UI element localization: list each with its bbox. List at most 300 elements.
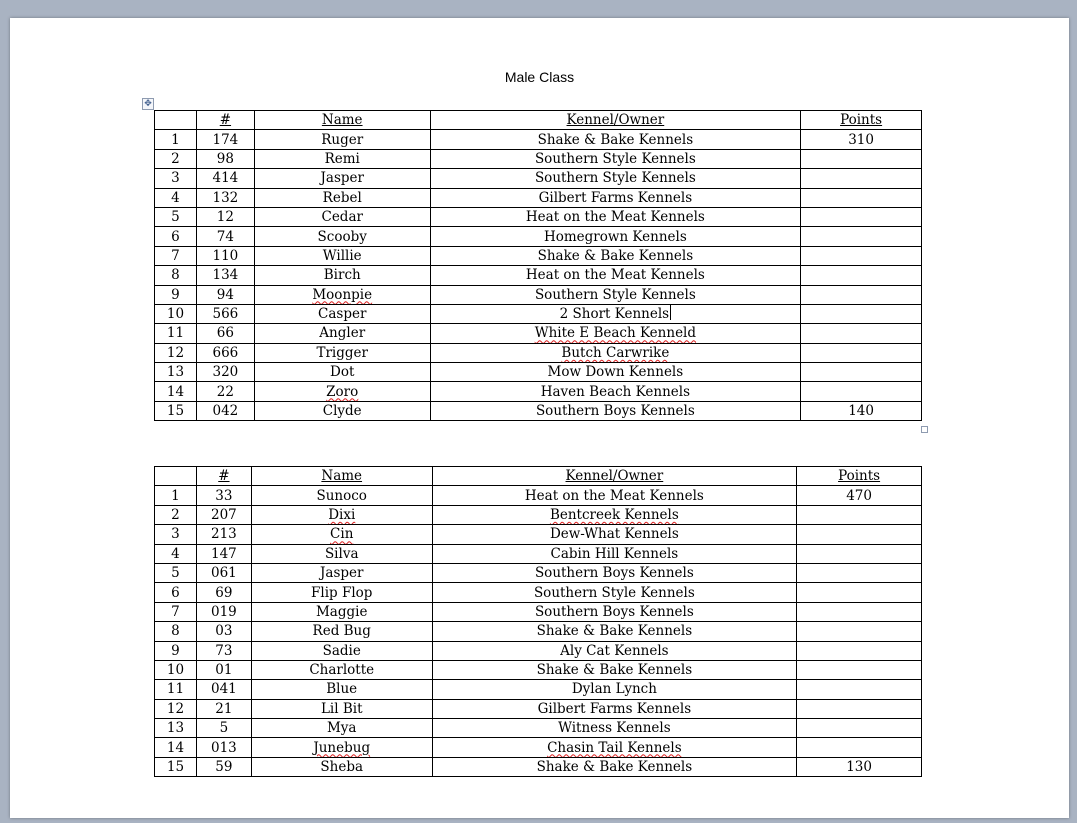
kennel-owner-cell-text: Haven Beach Kennels <box>540 383 690 400</box>
kennel-owner-cell[interactable] <box>432 544 797 563</box>
kennel-owner-cell[interactable] <box>430 324 801 343</box>
number-cell-text: 207 <box>211 506 237 523</box>
number-cell-text: 019 <box>211 603 237 620</box>
kennel-owner-cell-text: Aly Cat Kennels <box>560 642 669 659</box>
points-cell[interactable] <box>801 246 922 265</box>
name-cell-text: Birch <box>323 267 361 284</box>
name-cell-text: Jasper <box>319 565 364 582</box>
number-header[interactable] <box>196 467 251 486</box>
kennel-owner-cell[interactable] <box>432 563 797 582</box>
points-cell[interactable] <box>801 304 922 323</box>
number-cell-text: 73 <box>215 642 233 659</box>
place-cell[interactable] <box>155 660 197 679</box>
place-cell[interactable] <box>155 583 197 602</box>
table-row <box>155 486 922 505</box>
table-row <box>155 622 922 641</box>
number-cell-text: 013 <box>211 739 237 756</box>
points-cell[interactable] <box>797 699 922 718</box>
number-cell-text: 94 <box>216 286 234 303</box>
kennel-owner-cell-text: Mow Down Kennels <box>547 364 684 381</box>
number-cell[interactable] <box>196 680 251 699</box>
kennel-owner-cell-text: Gilbert Farms Kennels <box>538 189 693 206</box>
kennel-owner-cell-text: Shake & Bake Kennels <box>537 131 694 148</box>
kennel-owner-cell[interactable] <box>432 719 797 738</box>
name-cell[interactable] <box>254 207 430 226</box>
points-cell[interactable] <box>797 602 922 621</box>
number-cell-text: 33 <box>215 487 233 504</box>
kennel-owner-cell-text: Southern Boys Kennels <box>535 403 695 420</box>
table-row <box>155 207 922 226</box>
table-row <box>155 699 922 718</box>
number-cell[interactable] <box>196 719 251 738</box>
place-cell[interactable] <box>155 622 197 641</box>
place-cell[interactable] <box>155 304 197 323</box>
table-row <box>155 738 922 757</box>
kennel-owner-cell[interactable] <box>432 738 797 757</box>
place-cell[interactable] <box>155 343 197 362</box>
place-cell[interactable] <box>155 382 197 401</box>
kennel-owner-cell[interactable] <box>430 227 801 246</box>
name-cell-text: Sadie <box>322 642 361 659</box>
number-cell[interactable] <box>196 699 251 718</box>
kennel-owner-cell-text: Butch Carwrike <box>561 344 670 361</box>
points-cell[interactable] <box>797 544 922 563</box>
points-cell[interactable] <box>797 719 922 738</box>
place-cell-text: 7 <box>171 603 180 620</box>
kennel-owner-cell-text: Southern Style Kennels <box>534 150 696 167</box>
kennel-owner-cell[interactable] <box>430 304 801 323</box>
place-cell-text: 14 <box>166 739 185 756</box>
number-cell-text: 666 <box>212 344 239 361</box>
place-cell[interactable] <box>155 266 197 285</box>
number-cell[interactable] <box>196 525 251 544</box>
number-cell-text: 042 <box>212 403 239 420</box>
kennel-owner-cell[interactable] <box>430 246 801 265</box>
kennel-owner-cell[interactable] <box>432 583 797 602</box>
number-cell[interactable] <box>196 738 251 757</box>
place-header[interactable] <box>155 467 197 486</box>
place-cell-text: 9 <box>171 642 180 659</box>
kennel-owner-cell[interactable] <box>430 207 801 226</box>
number-cell-text: 174 <box>212 131 239 148</box>
place-cell-text: 10 <box>166 662 185 679</box>
points-cell-text: 470 <box>846 487 872 504</box>
number-cell[interactable] <box>196 622 251 641</box>
place-cell-text: 1 <box>171 131 180 148</box>
number-cell-text: 320 <box>212 364 239 381</box>
number-cell-text: 213 <box>211 526 237 543</box>
place-header[interactable] <box>155 111 197 130</box>
place-cell[interactable] <box>155 246 197 265</box>
place-cell-text: 13 <box>166 364 185 381</box>
table-row <box>155 149 922 168</box>
name-cell[interactable] <box>251 602 432 621</box>
name-cell[interactable] <box>254 149 430 168</box>
points-cell[interactable] <box>801 130 922 149</box>
points-cell[interactable] <box>801 401 922 420</box>
table-row <box>155 304 922 323</box>
name-header[interactable] <box>251 467 432 486</box>
name-cell-text: Sunoco <box>316 487 367 504</box>
place-cell[interactable] <box>155 563 197 582</box>
points-cell[interactable] <box>801 285 922 304</box>
place-cell[interactable] <box>155 130 197 149</box>
points-cell[interactable] <box>797 641 922 660</box>
table-row <box>155 602 922 621</box>
number-cell-text: 414 <box>212 170 239 187</box>
kennel-owner-cell-text: Southern Boys Kennels <box>534 603 694 620</box>
number-cell[interactable] <box>196 188 254 207</box>
number-cell[interactable] <box>196 227 254 246</box>
place-cell-text: 9 <box>171 286 180 303</box>
name-header[interactable] <box>254 111 430 130</box>
kennel-owner-cell[interactable] <box>432 680 797 699</box>
place-cell-text: 11 <box>166 681 185 698</box>
place-cell[interactable] <box>155 699 197 718</box>
place-cell-text: 7 <box>171 247 180 264</box>
place-cell[interactable] <box>155 149 197 168</box>
table-row <box>155 227 922 246</box>
place-cell[interactable] <box>155 505 197 524</box>
number-cell[interactable] <box>196 324 254 343</box>
resize-handle-icon[interactable] <box>921 426 928 433</box>
text-cursor <box>670 305 671 320</box>
page-title: Male Class <box>504 69 575 85</box>
place-cell[interactable] <box>155 486 197 505</box>
place-cell[interactable] <box>155 285 197 304</box>
kennel-owner-cell[interactable] <box>432 505 797 524</box>
kennel-owner-header-label: Kennel/Owner <box>565 468 664 485</box>
place-cell-text: 12 <box>166 700 185 717</box>
place-cell[interactable] <box>155 401 197 420</box>
name-cell[interactable] <box>254 227 430 246</box>
number-cell[interactable] <box>196 641 251 660</box>
kennel-owner-cell[interactable] <box>430 382 801 401</box>
number-cell-text: 041 <box>211 681 237 698</box>
table-row <box>155 583 922 602</box>
number-cell-text: 66 <box>216 325 234 342</box>
name-cell[interactable] <box>254 188 430 207</box>
kennel-owner-cell-text: Shake & Bake Kennels <box>536 623 693 640</box>
name-cell-text: Dixi <box>328 506 356 523</box>
points-cell[interactable] <box>797 660 922 679</box>
kennel-owner-cell-text: Shake & Bake Kennels <box>536 759 693 776</box>
number-cell-text: 061 <box>211 565 237 582</box>
name-cell[interactable] <box>251 660 432 679</box>
name-cell[interactable] <box>251 757 432 776</box>
name-cell[interactable] <box>254 130 430 149</box>
number-cell[interactable] <box>196 660 251 679</box>
name-cell-text: Moonpie <box>312 286 373 303</box>
number-cell-text: 12 <box>216 209 234 226</box>
place-cell[interactable] <box>155 227 197 246</box>
points-cell[interactable] <box>801 188 922 207</box>
name-cell-text: Blue <box>326 681 358 698</box>
table-row <box>155 382 922 401</box>
kennel-owner-cell-text: Southern Boys Kennels <box>534 565 694 582</box>
place-cell-text: 11 <box>166 325 185 342</box>
table-row <box>155 188 922 207</box>
number-cell[interactable] <box>196 130 254 149</box>
kennel-owner-cell[interactable] <box>430 285 801 304</box>
number-cell[interactable] <box>196 505 251 524</box>
name-cell[interactable] <box>254 266 430 285</box>
name-cell-text: Jasper <box>320 170 364 187</box>
table-row <box>155 324 922 343</box>
number-cell-text: 147 <box>211 545 237 562</box>
number-cell[interactable] <box>196 285 254 304</box>
male-class-table-1 <box>154 110 922 421</box>
kennel-owner-cell-text: Shake & Bake Kennels <box>536 662 693 679</box>
number-cell-text: 22 <box>216 383 234 400</box>
name-cell[interactable] <box>254 246 430 265</box>
kennel-owner-cell[interactable] <box>432 641 797 660</box>
place-cell[interactable] <box>155 680 197 699</box>
number-cell[interactable] <box>196 169 254 188</box>
number-cell-text: 566 <box>212 306 239 323</box>
points-cell[interactable] <box>797 757 922 776</box>
table-row <box>155 363 922 382</box>
number-cell[interactable] <box>196 486 251 505</box>
kennel-owner-cell-text: Shake & Bake Kennels <box>537 247 694 264</box>
name-cell-text: Zoro <box>326 383 359 400</box>
name-cell-text: Scooby <box>317 228 367 245</box>
place-cell-text: 8 <box>171 623 180 640</box>
name-cell-text: Lil Bit <box>320 700 363 717</box>
name-cell[interactable] <box>254 363 430 382</box>
points-cell[interactable] <box>801 363 922 382</box>
kennel-owner-cell[interactable] <box>432 622 797 641</box>
name-cell[interactable] <box>251 699 432 718</box>
number-cell[interactable] <box>196 563 251 582</box>
place-cell[interactable] <box>155 169 197 188</box>
name-cell-text: Charlotte <box>309 662 375 679</box>
name-cell[interactable] <box>251 583 432 602</box>
place-cell-text: 10 <box>166 306 185 323</box>
name-cell[interactable] <box>254 169 430 188</box>
name-cell-text: Mya <box>326 720 357 737</box>
name-cell[interactable] <box>251 563 432 582</box>
name-cell[interactable] <box>254 285 430 304</box>
kennel-owner-cell-text: Heat on the Meat Kennels <box>525 267 705 284</box>
table-row <box>155 401 922 420</box>
name-cell-text: Trigger <box>316 344 368 361</box>
points-cell[interactable] <box>797 486 922 505</box>
name-cell-text: Junebug <box>313 739 371 756</box>
table-row <box>155 641 922 660</box>
kennel-owner-cell[interactable] <box>432 486 797 505</box>
place-cell-text: 3 <box>171 170 180 187</box>
table-row <box>155 680 922 699</box>
number-cell[interactable] <box>196 304 254 323</box>
name-cell-text: Maggie <box>315 603 368 620</box>
kennel-owner-cell-text: Dew-What Kennels <box>549 526 679 543</box>
move-icon[interactable]: ✥ <box>142 98 154 110</box>
name-cell[interactable] <box>251 525 432 544</box>
table-row <box>155 757 922 776</box>
name-cell-text: Dot <box>330 364 355 381</box>
number-cell[interactable] <box>196 401 254 420</box>
place-cell-text: 15 <box>166 403 185 420</box>
place-cell-text: 6 <box>171 584 180 601</box>
place-cell[interactable] <box>155 525 197 544</box>
place-cell[interactable] <box>155 641 197 660</box>
kennel-owner-cell[interactable] <box>432 525 797 544</box>
points-cell[interactable] <box>797 525 922 544</box>
kennel-owner-cell[interactable] <box>432 699 797 718</box>
table-header-row <box>155 111 922 130</box>
kennel-owner-cell[interactable] <box>430 343 801 362</box>
points-cell[interactable] <box>801 169 922 188</box>
name-header-label: Name <box>321 112 363 129</box>
place-cell[interactable] <box>155 757 197 776</box>
place-cell[interactable] <box>155 719 197 738</box>
kennel-owner-cell-text: Dylan Lynch <box>571 681 657 698</box>
points-cell[interactable] <box>797 563 922 582</box>
place-cell-text: 1 <box>171 487 180 504</box>
points-cell[interactable] <box>801 207 922 226</box>
points-header-label: Points <box>840 112 883 129</box>
table-row <box>155 246 922 265</box>
table-row <box>155 525 922 544</box>
name-cell[interactable] <box>254 324 430 343</box>
document-page[interactable] <box>10 18 1069 818</box>
points-cell-text: 130 <box>846 759 872 776</box>
table-header-row <box>155 467 922 486</box>
number-cell-text: 134 <box>212 267 239 284</box>
points-cell[interactable] <box>801 266 922 285</box>
kennel-owner-cell[interactable] <box>430 188 801 207</box>
kennel-owner-cell[interactable] <box>430 130 801 149</box>
name-cell-text: Red Bug <box>312 623 371 640</box>
name-cell[interactable] <box>254 343 430 362</box>
name-cell[interactable] <box>251 544 432 563</box>
name-cell[interactable] <box>254 304 430 323</box>
table-row <box>155 285 922 304</box>
table-row <box>155 343 922 362</box>
kennel-owner-cell[interactable] <box>430 266 801 285</box>
points-cell[interactable] <box>797 622 922 641</box>
kennel-owner-header[interactable] <box>432 467 797 486</box>
table-row <box>155 544 922 563</box>
kennel-owner-cell[interactable] <box>430 149 801 168</box>
number-cell-text: 110 <box>212 247 239 264</box>
name-cell[interactable] <box>251 622 432 641</box>
kennel-owner-cell[interactable] <box>432 757 797 776</box>
place-cell-text: 5 <box>171 565 180 582</box>
kennel-owner-cell-text: Southern Style Kennels <box>533 584 695 601</box>
male-class-table-2 <box>154 466 922 777</box>
name-cell[interactable] <box>251 641 432 660</box>
kennel-owner-header[interactable] <box>430 111 801 130</box>
kennel-owner-cell[interactable] <box>430 169 801 188</box>
place-cell[interactable] <box>155 188 197 207</box>
name-cell-text: Cin <box>330 526 354 543</box>
name-cell-text: Casper <box>318 306 367 323</box>
points-cell[interactable] <box>797 680 922 699</box>
number-cell[interactable] <box>196 382 254 401</box>
number-cell-text: 74 <box>216 228 234 245</box>
points-cell[interactable] <box>797 583 922 602</box>
place-cell[interactable] <box>155 207 197 226</box>
points-header[interactable] <box>801 111 922 130</box>
name-cell-text: Rebel <box>322 189 362 206</box>
kennel-owner-cell[interactable] <box>432 660 797 679</box>
place-cell-text: 3 <box>171 526 180 543</box>
name-cell[interactable] <box>254 401 430 420</box>
place-cell[interactable] <box>155 738 197 757</box>
points-cell[interactable] <box>801 227 922 246</box>
name-cell-text: Ruger <box>321 131 364 148</box>
number-cell[interactable] <box>196 149 254 168</box>
number-cell[interactable] <box>196 757 251 776</box>
points-cell[interactable] <box>801 382 922 401</box>
number-cell[interactable] <box>196 583 251 602</box>
name-cell[interactable] <box>251 719 432 738</box>
kennel-owner-cell[interactable] <box>430 363 801 382</box>
number-cell-text: 69 <box>215 584 233 601</box>
kennel-owner-cell-text: Heat on the Meat Kennels <box>524 487 704 504</box>
table-row <box>155 505 922 524</box>
number-cell[interactable] <box>196 266 254 285</box>
points-cell[interactable] <box>797 505 922 524</box>
name-cell[interactable] <box>251 738 432 757</box>
place-cell[interactable] <box>155 363 197 382</box>
name-cell-text: Angler <box>319 325 366 342</box>
name-cell[interactable] <box>251 486 432 505</box>
points-cell[interactable] <box>797 738 922 757</box>
name-cell-text: Cedar <box>321 209 363 226</box>
number-cell-text: 132 <box>212 189 239 206</box>
place-cell-text: 15 <box>166 759 185 776</box>
kennel-owner-cell[interactable] <box>432 602 797 621</box>
number-cell-text: 5 <box>219 720 229 737</box>
place-cell-text: 5 <box>171 209 180 226</box>
place-cell-text: 14 <box>166 383 185 400</box>
name-cell[interactable] <box>251 680 432 699</box>
number-cell[interactable] <box>196 544 251 563</box>
number-cell[interactable] <box>196 246 254 265</box>
name-cell-text: Clyde <box>322 403 362 420</box>
name-cell[interactable] <box>251 505 432 524</box>
place-cell[interactable] <box>155 544 197 563</box>
points-cell-text: 310 <box>848 131 874 148</box>
place-cell[interactable] <box>155 324 197 343</box>
points-cell[interactable] <box>801 324 922 343</box>
place-cell[interactable] <box>155 602 197 621</box>
number-cell[interactable] <box>196 207 254 226</box>
kennel-owner-cell-text: Witness Kennels <box>558 720 671 737</box>
number-cell[interactable] <box>196 343 254 362</box>
points-cell[interactable] <box>801 149 922 168</box>
kennel-owner-cell-text: Cabin Hill Kennels <box>550 545 679 562</box>
number-cell[interactable] <box>196 363 254 382</box>
number-cell-text: 03 <box>215 623 233 640</box>
number-header-label: # <box>218 468 230 485</box>
kennel-owner-cell-text: Southern Style Kennels <box>534 286 696 303</box>
points-cell[interactable] <box>801 343 922 362</box>
number-header[interactable] <box>196 111 254 130</box>
kennel-owner-cell[interactable] <box>430 401 801 420</box>
table-row <box>155 563 922 582</box>
name-cell-text: Sheba <box>320 759 364 776</box>
place-cell-text: 8 <box>171 267 180 284</box>
number-cell[interactable] <box>196 602 251 621</box>
name-cell[interactable] <box>254 382 430 401</box>
name-cell-text: Willie <box>322 247 362 264</box>
points-header[interactable] <box>797 467 922 486</box>
name-header-label: Name <box>321 468 363 485</box>
